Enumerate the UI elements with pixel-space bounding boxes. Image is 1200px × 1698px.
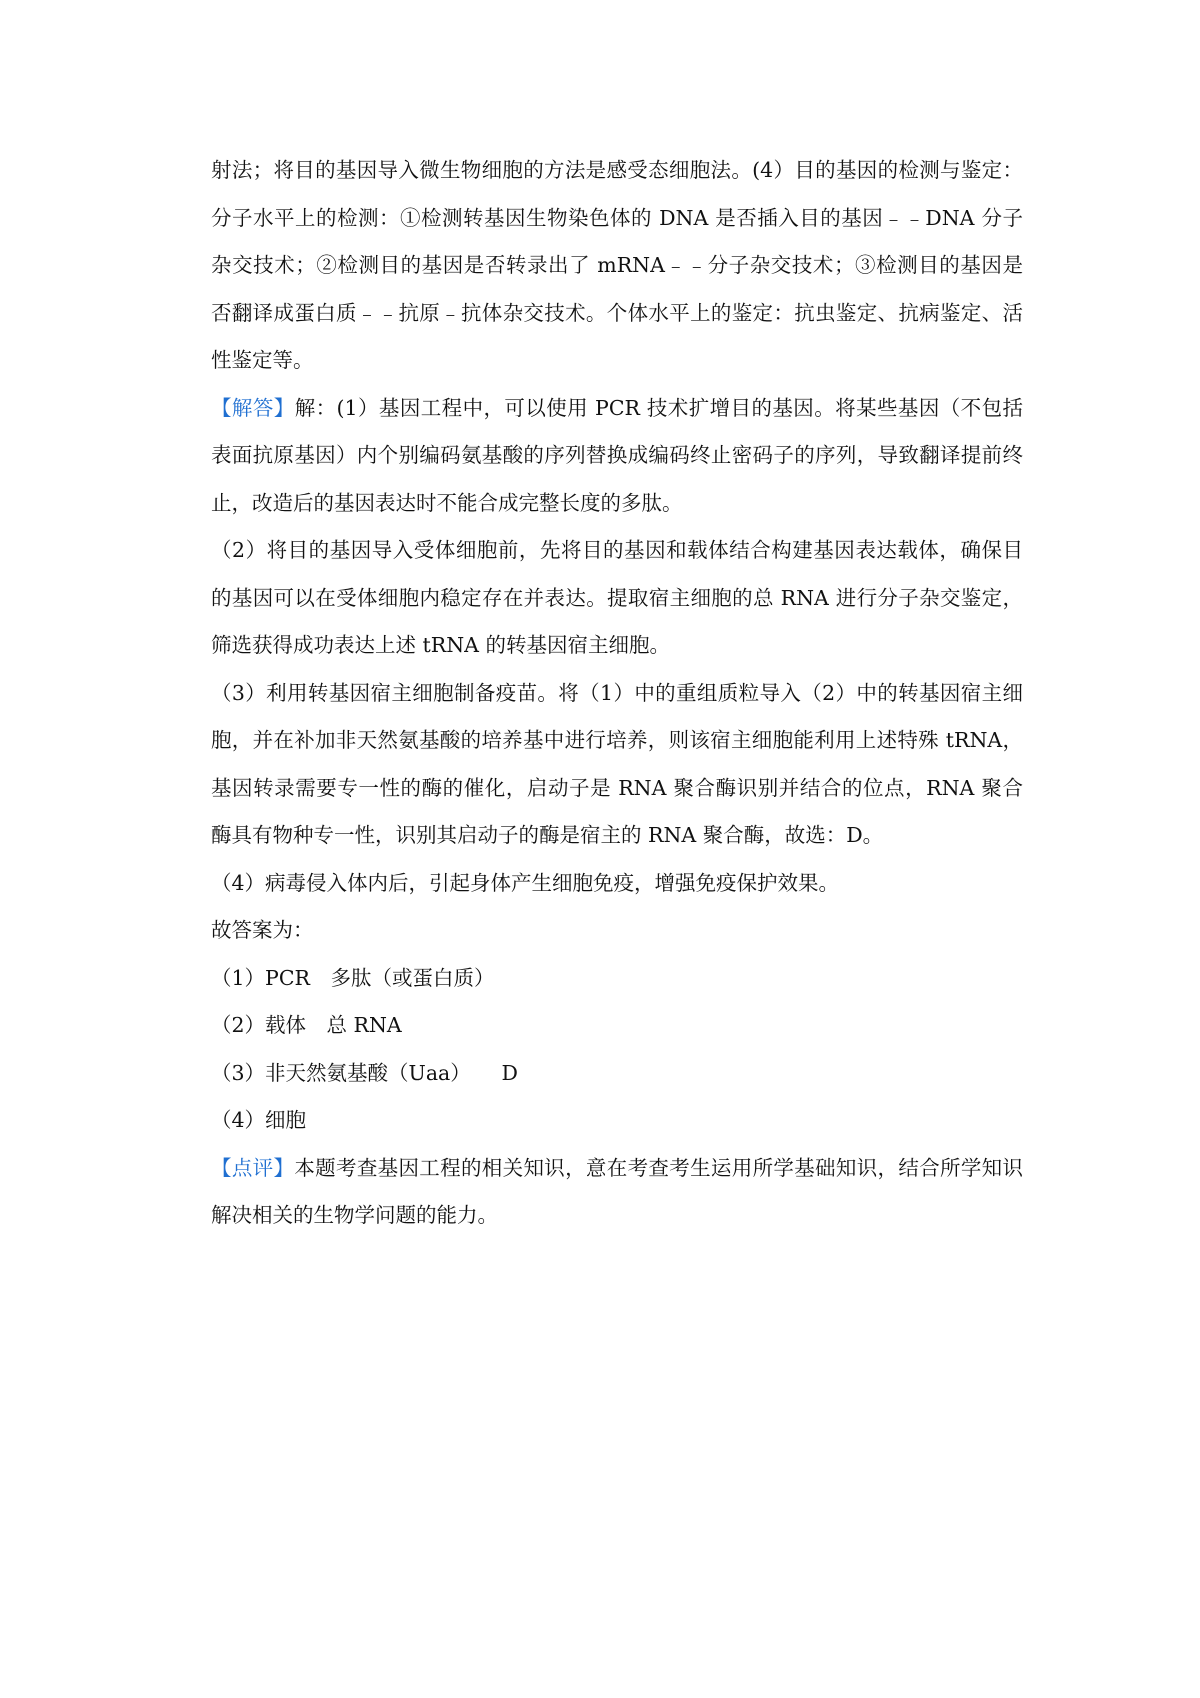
answer-heading: 故答案为： <box>211 918 314 942</box>
paragraph-answer-2: （2）将目的基因导入受体细胞前，先将目的基因和载体结合构建基因表达载体，确保目的基因可以在受体细胞内稳定存在并表达。提取宿主细胞的总 RNA 进行分子杂交鉴定，筛选获得成功表达上述 tRNA 的转基因宿主细胞。 <box>211 538 1023 657</box>
paragraph-answer-3: （3）利用转基因宿主细胞制备疫苗。将（1）中的重组质粒导入（2）中的转基因宿主细胞，并在补加非天然氨基酸的培养基中进行培养，则该宿主细胞能利用上述特殊 tRNA，基因转录需要专一性的酶的催化，启动子是 RNA 聚合酶识别并结合的位点，RNA 聚合酶具有物种专一性，识别其启动子的酶是宿主的 RNA 聚合酶，故选：D。 <box>211 680 1023 847</box>
paragraph-answer-4: （4）病毒侵入体内后，引起身体产生细胞免疫，增强免疫保护效果。 <box>211 870 840 895</box>
answer-line-4: （4）细胞 <box>211 1108 307 1132</box>
document-page <box>211 147 1023 1240</box>
answer-line-3: （3）非天然氨基酸（Uaa） D <box>211 1060 518 1085</box>
answer-line-2: （2）载体 总 RNA <box>211 1013 402 1037</box>
paragraph-comment <box>211 1145 1023 1240</box>
answer-tag: 【解答】 <box>211 395 295 420</box>
answer-line-1: （1）PCR 多肽（或蛋白质） <box>211 965 495 990</box>
answer-part-1: 解：(1）基因工程中，可以使用 PCR 技术扩增目的基因。将某些基因（不包括表面抗原基因）内个别编码氨基酸的序列替换成编码终止密码子的序列，导致翻译提前终止，改造后的基因表达时不能合成完整长度的多肽。 <box>211 395 1023 515</box>
paragraph-answer-intro <box>211 385 1023 528</box>
paragraph-analysis-end: 射法；将目的基因导入微生物细胞的方法是感受态细胞法。(4）目的基因的检测与鉴定：分子水平上的检测：①检测转基因生物染色体的 DNA 是否插入目的基因﹣﹣DNA 分子杂交技术；②检测目的基因是否转录出了 mRNA﹣﹣分子杂交技术；③检测目的基因是否翻译成蛋白质﹣﹣抗原﹣抗体杂交技术。个体水平上的鉴定：抗虫鉴定、抗病鉴定、活性鉴定等。 <box>211 158 1023 372</box>
comment-tag: 【点评】 <box>211 1155 295 1180</box>
comment-text: 本题考查基因工程的相关知识，意在考查考生运用所学基础知识，结合所学知识解决相关的生物学问题的能力。 <box>211 1155 1024 1227</box>
